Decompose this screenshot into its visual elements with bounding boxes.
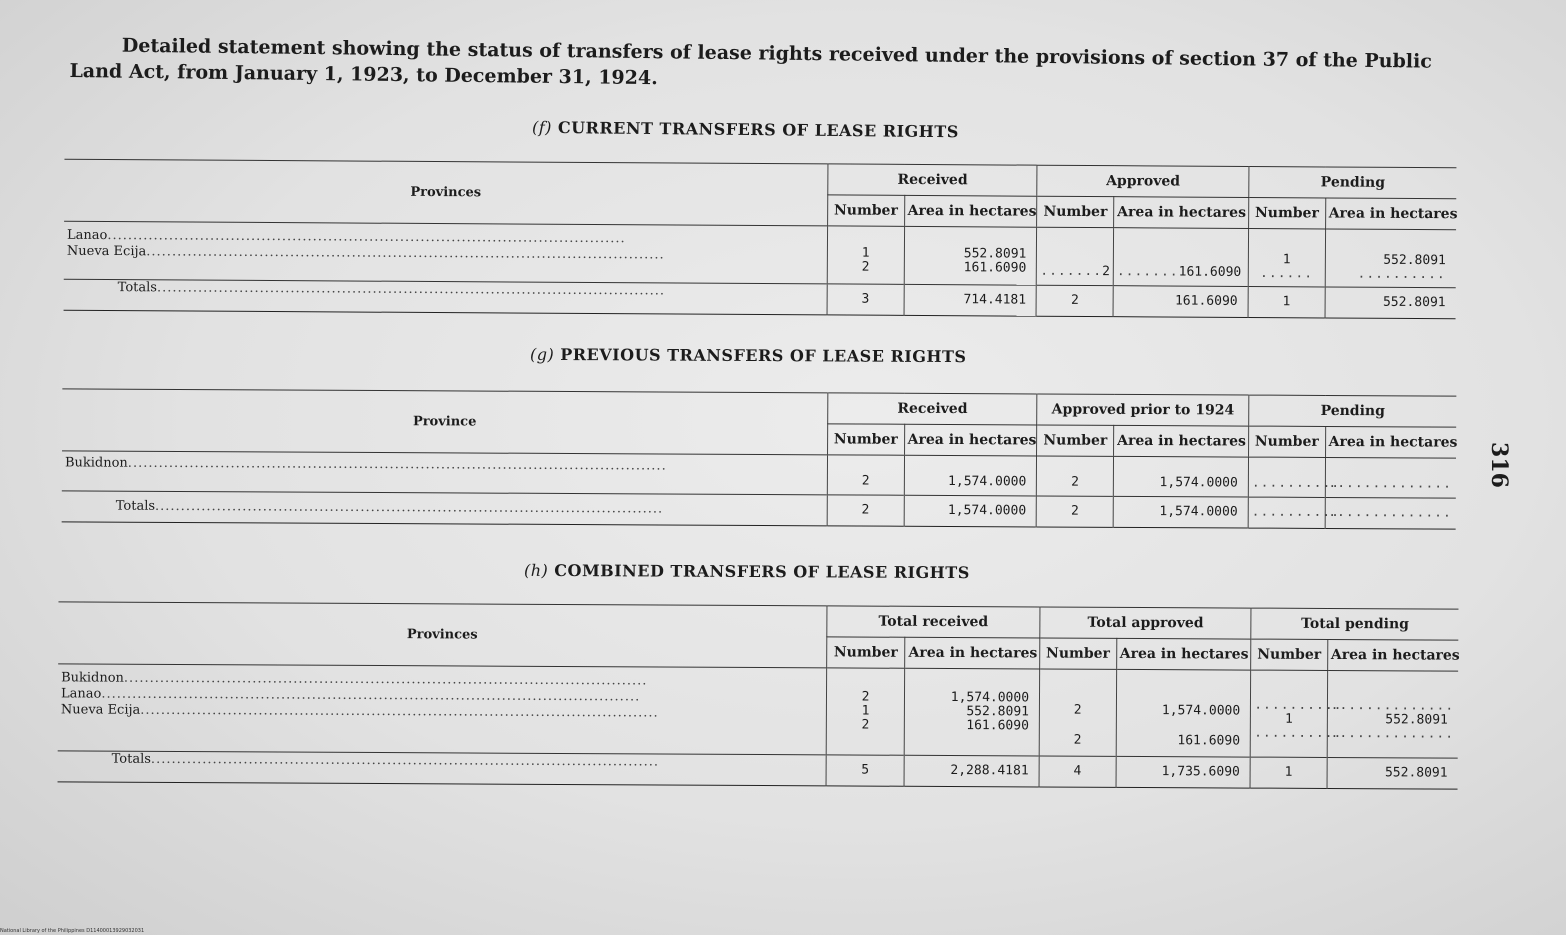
cell-approved-area: 161.6090 bbox=[1177, 733, 1241, 749]
col-province-header: Provinces bbox=[58, 602, 827, 668]
cell-received-area: 161.6090 bbox=[966, 718, 1029, 734]
group-pending-header: Pending bbox=[1249, 166, 1457, 198]
province-name: Nueva Ecija bbox=[66, 243, 147, 260]
col-province-header: Provinces bbox=[64, 159, 828, 226]
cell-received-area: 552.8091 bbox=[966, 704, 1030, 720]
totals-pending-area: 552.8091 bbox=[1325, 287, 1456, 319]
section-heading-g: PREVIOUS TRANSFERS OF LEASE RIGHTS bbox=[560, 345, 967, 367]
scan-footer: National Library of the Philippines D11400013929032031 bbox=[0, 928, 145, 934]
totals-label: Totals bbox=[117, 280, 158, 296]
province-row: Nueva Ecija..................................................................................................... bbox=[66, 243, 665, 263]
sub-area-header: Area in hectares bbox=[1114, 425, 1249, 457]
section-label-f: (f) bbox=[531, 117, 553, 137]
totals-pending-number: 1 bbox=[1248, 286, 1325, 317]
sub-area-header: Area in hectares bbox=[1325, 198, 1456, 230]
cell-received-number: 2 bbox=[861, 717, 870, 733]
section-label-h: (h) bbox=[523, 560, 549, 580]
page-number: 316 bbox=[1486, 442, 1513, 488]
cell-approved-number: 2 bbox=[1073, 702, 1082, 718]
group-pending-header: Total pending bbox=[1251, 608, 1458, 640]
sub-number-header: Number bbox=[1251, 639, 1328, 670]
sub-area-header: Area in hectares bbox=[1116, 638, 1251, 670]
totals-received-number: 2 bbox=[827, 495, 904, 526]
section-heading-f: CURRENT TRANSFERS OF LEASE RIGHTS bbox=[557, 118, 959, 142]
totals-received-area: 2,288.4181 bbox=[904, 755, 1039, 787]
group-approved-header: Approved prior to 1924 bbox=[1037, 394, 1249, 426]
cell-received-number: 2 bbox=[861, 689, 870, 705]
cell-approved-area: 1,574.0000 bbox=[1113, 456, 1248, 497]
totals-label: Totals bbox=[115, 498, 156, 514]
group-received-header: Received bbox=[828, 164, 1038, 196]
section-title-f bbox=[532, 118, 959, 141]
totals-received-number: 3 bbox=[827, 284, 904, 315]
sub-area-header: Area in hectares bbox=[904, 195, 1037, 227]
sub-number-header: Number bbox=[1037, 425, 1114, 456]
sub-area-header: Area in hectares bbox=[905, 637, 1040, 669]
cell-pending-area: 552.8091 bbox=[1383, 252, 1446, 269]
sub-number-header: Number bbox=[1248, 426, 1325, 457]
totals-approved-number: 2 bbox=[1037, 285, 1114, 316]
cell-pending-number: 1 bbox=[1282, 252, 1291, 268]
cell-approved-area: 161.6090 bbox=[1178, 264, 1242, 280]
cell-approved-number: 2 bbox=[1037, 456, 1114, 496]
totals-label: Totals bbox=[111, 751, 151, 767]
cell-approved-number: 2 bbox=[1073, 732, 1082, 748]
sub-number-header: Number bbox=[1249, 197, 1326, 228]
section-title-h bbox=[524, 561, 970, 582]
group-received-header: Total received bbox=[827, 606, 1040, 638]
table-previous-transfers: Province Received Approved prior to 1924 Pending Number Area in hectares Number Area in hectares Number Area in hectares Bukidnon......................................................................................................... 2 1,574.0000 2 1,574.0000 .......... .............. Totals................................................................................................... 2 1,574.0000 2 1,574.0000 .......... .............. bbox=[62, 388, 1457, 529]
cell-approved-number: 2 bbox=[1102, 264, 1110, 280]
cell-received-number: 1 bbox=[861, 245, 870, 261]
cell-received-area: 1,574.0000 bbox=[950, 690, 1030, 706]
totals-pending-number: 1 bbox=[1250, 757, 1327, 788]
totals-received-number: 5 bbox=[826, 755, 905, 786]
province-name: Bukidnon bbox=[61, 670, 124, 686]
totals-approved-area: 1,735.6090 bbox=[1116, 756, 1251, 788]
cell-received-area: 1,574.0000 bbox=[904, 455, 1037, 496]
cell-approved-area: 1,574.0000 bbox=[1161, 703, 1241, 719]
group-received-header: Received bbox=[828, 393, 1038, 425]
group-pending-header: Pending bbox=[1249, 395, 1457, 427]
province-name: Bukidnon bbox=[64, 455, 128, 471]
cell-received-number: 2 bbox=[861, 259, 870, 275]
cell-received-number: 2 bbox=[827, 455, 904, 495]
totals-approved-number: 2 bbox=[1037, 496, 1114, 527]
cell-pending-number: 1 bbox=[1284, 711, 1293, 727]
totals-approved-area: 161.6090 bbox=[1113, 286, 1248, 318]
province-row: Nueva Ecija..................................................................................................... bbox=[60, 702, 659, 721]
province-row: Lanao..................................................................................................... bbox=[66, 227, 626, 247]
province-row: Bukidnon...................................................................................................... bbox=[61, 670, 648, 689]
group-approved-header: Approved bbox=[1037, 165, 1249, 197]
totals-approved-number: 4 bbox=[1039, 756, 1116, 787]
totals-approved-area: 1,574.0000 bbox=[1113, 496, 1248, 528]
province-row: Lanao......................................................................................................... bbox=[60, 686, 641, 705]
sub-number-header: Number bbox=[827, 637, 906, 668]
sub-area-header: Area in hectares bbox=[904, 424, 1037, 456]
cell-received-area: 552.8091 bbox=[963, 246, 1027, 262]
table-combined-transfers: Provinces Total received Total approved Total pending Number Area in hectares Number Area in hectares Number Area in hectares Bukidnon...................................................................................................... Lanao......................................................................................................... Nueva Ecija..................................................................................................... 2 1 2 1,574.0000 552.8091 161.6090 2 2 1,574.0000 161.6090 .......... 1 .......... .............. 552.8091 .............. Totals................................................................................................... 5 2,288.4181 4 1,735.6090 1 552.8091 bbox=[58, 601, 1459, 789]
totals-received-area: 1,574.0000 bbox=[904, 495, 1037, 527]
sub-area-header: Area in hectares bbox=[1327, 639, 1458, 671]
province-name: Lanao bbox=[60, 686, 102, 702]
sub-number-header: Number bbox=[827, 424, 904, 455]
totals-pending-area: 552.8091 bbox=[1327, 757, 1458, 789]
intro-paragraph: Detailed statement showing the status of transfers of lease rights received under the provisions of section 37 of the Public Land Act, from January 1, 1923, to December 31, 1924. bbox=[69, 34, 1432, 90]
section-heading-h: COMBINED TRANSFERS OF LEASE RIGHTS bbox=[554, 560, 970, 583]
table-current-transfers: Provinces Received Approved Pending Number Area in hectares Number Area in hectares Number Area in hectares Lanao..................................................................................................... Nueva Ecija..................................................................................................... 1 2 552.8091 161.6090 .......2 .......161.6090 1 ...... 552.8091 .......... Totals................................................................................................... 3 714.4181 2 161.6090 1 552.8091 bbox=[64, 159, 1457, 320]
province-name: Nueva Ecija bbox=[60, 702, 141, 718]
sub-area-header: Area in hectares bbox=[1114, 197, 1249, 229]
cell-pending-area: 552.8091 bbox=[1385, 712, 1448, 728]
sub-number-header: Number bbox=[1037, 196, 1114, 227]
province-name: Lanao bbox=[66, 227, 108, 244]
group-approved-header: Total approved bbox=[1040, 607, 1251, 639]
sub-number-header: Number bbox=[828, 195, 905, 226]
sub-number-header: Number bbox=[1040, 638, 1117, 669]
totals-received-area: 714.4181 bbox=[904, 284, 1037, 316]
section-label-g: (g) bbox=[529, 344, 555, 364]
cell-received-area: 161.6090 bbox=[963, 260, 1027, 276]
cell-received-number: 1 bbox=[861, 703, 870, 719]
section-title-g bbox=[530, 345, 967, 366]
sub-area-header: Area in hectares bbox=[1325, 426, 1456, 458]
col-province-header: Province bbox=[62, 389, 828, 455]
